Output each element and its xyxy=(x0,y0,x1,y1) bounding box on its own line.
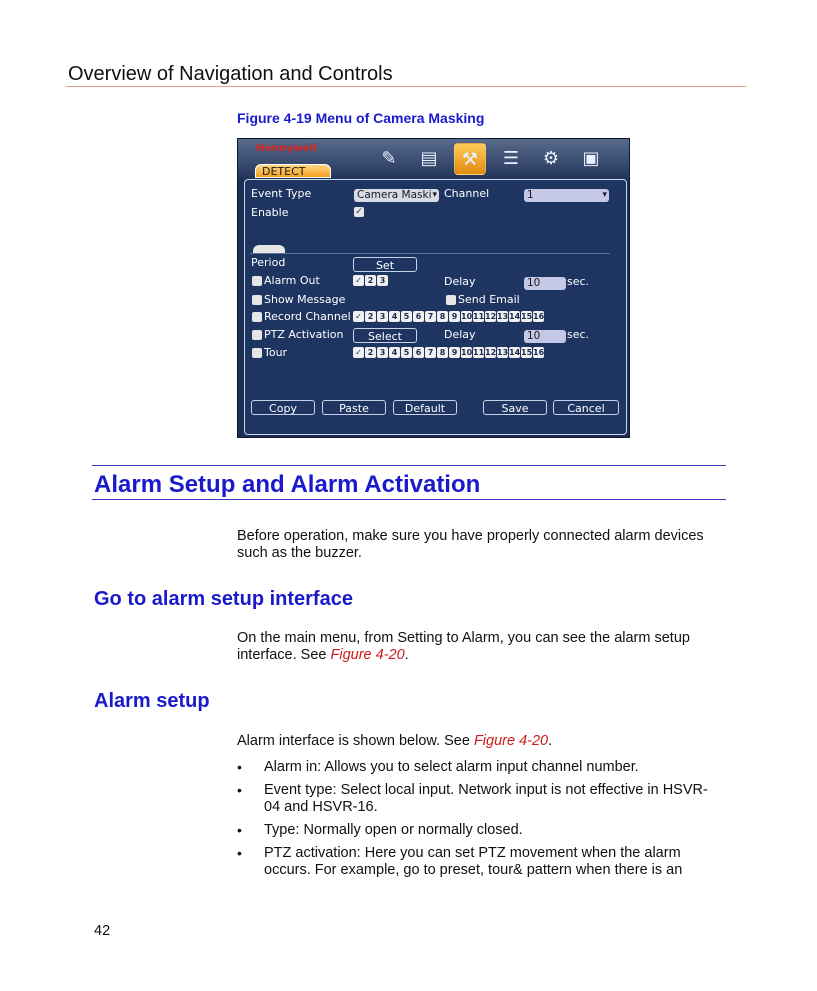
tour-channel[interactable]: 14 xyxy=(509,348,521,357)
channel-value: 1 xyxy=(527,189,534,201)
paste-button[interactable]: Paste xyxy=(322,400,386,415)
section-rule-top xyxy=(92,465,726,466)
setup-intro-text: Alarm interface is shown below. See xyxy=(237,733,474,749)
channel-label: Channel xyxy=(444,187,490,200)
tour-channel[interactable]: 10 xyxy=(461,348,473,357)
record-channel-list xyxy=(353,311,544,322)
enable-checkbox[interactable]: ✓ xyxy=(355,207,363,217)
show-message-checkbox[interactable] xyxy=(252,295,262,305)
intro-paragraph: Before operation, make sure you have properly connected alarm devices such as the buzzer. xyxy=(237,528,704,561)
save-button[interactable]: Save xyxy=(483,400,547,415)
alarm-out-channel[interactable]: 2 xyxy=(365,275,376,286)
period-label: Period xyxy=(251,256,286,269)
tour-checkbox[interactable] xyxy=(252,348,262,358)
copy-button[interactable]: Copy xyxy=(251,400,315,415)
tour-label: Tour xyxy=(264,346,288,359)
bullet-list xyxy=(237,759,727,879)
tour-channel[interactable]: ✓ xyxy=(353,347,364,358)
header-divider xyxy=(66,86,746,87)
record-channel[interactable]: 4 xyxy=(389,311,400,322)
record-channel[interactable]: 16 xyxy=(533,312,545,321)
checklist-icon[interactable]: ☰ xyxy=(502,147,520,169)
list-item xyxy=(237,782,714,816)
list-item-text: PTZ activation: Here you can set PTZ movement when the alarm occurs. For example, go to preset, tour& pattern when there is an xyxy=(264,845,683,878)
ptz-activation-label: PTZ Activation xyxy=(264,328,344,341)
tab-detect[interactable]: DETECT xyxy=(255,164,331,178)
sec-label: sec. xyxy=(567,275,590,288)
goto-paragraph xyxy=(237,630,727,664)
record-channel[interactable]: 12 xyxy=(485,312,497,321)
bullet-icon: • xyxy=(237,845,242,861)
default-button[interactable]: Default xyxy=(393,400,457,415)
dvr-toolbar xyxy=(374,143,606,175)
tour-channel[interactable]: 2 xyxy=(365,347,376,358)
alarm-out-label: Alarm Out xyxy=(264,274,320,287)
tour-channel-list xyxy=(353,347,544,358)
record-channel[interactable]: 14 xyxy=(509,312,521,321)
record-channel[interactable]: 10 xyxy=(461,312,473,321)
tour-channel[interactable]: 3 xyxy=(377,347,388,358)
event-type-label: Event Type xyxy=(251,187,312,200)
section-rule-bottom xyxy=(92,499,726,500)
setup-intro-end: . xyxy=(548,733,553,749)
alarm-out-channels xyxy=(353,275,388,286)
record-channel[interactable]: 13 xyxy=(497,312,509,321)
send-email-label: Send Email xyxy=(458,293,520,306)
tour-channel[interactable]: 15 xyxy=(521,348,533,357)
tools-icon[interactable]: ⚒ xyxy=(454,143,486,175)
ptz-delay-input[interactable]: 10 xyxy=(524,330,566,343)
list-item-text: Alarm in: Allows you to select alarm input channel number. xyxy=(264,759,639,775)
record-channel[interactable]: 15 xyxy=(521,312,533,321)
disk-icon[interactable]: ▣ xyxy=(582,147,600,169)
camera-masking-screenshot xyxy=(237,138,630,438)
subsection-title-setup: Alarm setup xyxy=(94,690,210,712)
subsection-title-goto: Go to alarm setup interface xyxy=(94,588,353,610)
tour-channel[interactable]: 9 xyxy=(449,347,460,358)
tour-channel[interactable]: 6 xyxy=(413,347,424,358)
alarm-out-channel[interactable]: ✓ xyxy=(353,275,364,286)
list-item xyxy=(237,845,714,879)
tour-channel[interactable]: 7 xyxy=(425,347,436,358)
ptz-select-button[interactable]: Select xyxy=(353,328,417,343)
record-channel[interactable]: 5 xyxy=(401,311,412,322)
brand-logo: Honeywell xyxy=(256,143,318,154)
record-channel[interactable]: ✓ xyxy=(353,311,364,322)
goto-text-end: . xyxy=(404,647,409,663)
page-number: 42 xyxy=(94,923,111,939)
record-channel[interactable]: 3 xyxy=(377,311,388,322)
tour-channel[interactable]: 5 xyxy=(401,347,412,358)
bullet-icon: • xyxy=(237,822,242,838)
setup-intro xyxy=(237,733,727,750)
figure-caption: Figure 4-19 Menu of Camera Masking xyxy=(237,110,485,126)
period-tab-marker xyxy=(253,245,285,253)
record-channel-label: Record Channel xyxy=(264,310,351,323)
tour-channel[interactable]: 4 xyxy=(389,347,400,358)
goto-text: On the main menu, from Setting to Alarm, you can see the alarm setup interface. See xyxy=(237,630,690,663)
send-email-checkbox[interactable] xyxy=(446,295,456,305)
wrench-icon[interactable]: ⚙ xyxy=(542,147,560,169)
running-header: Overview of Navigation and Controls xyxy=(68,63,393,85)
list-item xyxy=(237,822,727,839)
channel-dropdown[interactable] xyxy=(524,189,609,202)
list-item-text: Type: Normally open or normally closed. xyxy=(264,822,523,838)
figure-reference-link[interactable]: Figure 4-20 xyxy=(330,647,405,663)
enable-label: Enable xyxy=(251,206,289,219)
list-item xyxy=(237,759,727,776)
ptz-activation-checkbox[interactable] xyxy=(252,330,262,340)
record-channel[interactable]: 2 xyxy=(365,311,376,322)
section-title: Alarm Setup and Alarm Activation xyxy=(94,471,481,498)
dvr-title-bar xyxy=(238,139,630,179)
notes-icon[interactable]: ▤ xyxy=(420,147,438,169)
list-item-text: Event type: Select local input. Network input is not effective in HSVR-04 and HSVR-16. xyxy=(264,782,708,815)
tour-channel[interactable]: 16 xyxy=(533,348,545,357)
delay-label: Delay xyxy=(444,328,476,341)
chevron-down-icon: ▾ xyxy=(602,190,607,200)
event-type-dropdown[interactable] xyxy=(354,189,439,202)
alarm-out-channel[interactable]: 3 xyxy=(377,275,388,286)
cancel-button[interactable]: Cancel xyxy=(553,400,619,415)
period-set-button[interactable]: Set xyxy=(353,257,417,272)
tour-channel[interactable]: 12 xyxy=(485,348,497,357)
bullet-icon: • xyxy=(237,782,242,798)
record-icon[interactable]: ✎ xyxy=(381,147,397,169)
section-divider xyxy=(250,253,610,254)
chevron-down-icon: ▾ xyxy=(432,190,437,200)
event-type-value: Camera Maski xyxy=(357,189,432,201)
show-message-label: Show Message xyxy=(264,293,346,306)
record-channel[interactable]: 9 xyxy=(449,311,460,322)
delay-label: Delay xyxy=(444,275,476,288)
figure-reference-link[interactable]: Figure 4-20 xyxy=(473,733,549,749)
record-channel[interactable]: 7 xyxy=(425,311,436,322)
sec-label: sec. xyxy=(567,328,590,341)
record-channel[interactable]: 11 xyxy=(473,312,485,321)
record-channel-checkbox[interactable] xyxy=(252,312,262,322)
tour-channel[interactable]: 13 xyxy=(497,348,509,357)
tour-channel[interactable]: 8 xyxy=(437,347,448,358)
record-channel[interactable]: 6 xyxy=(413,311,424,322)
detect-settings-panel xyxy=(244,179,627,435)
record-channel[interactable]: 8 xyxy=(437,311,448,322)
tour-channel[interactable]: 11 xyxy=(473,348,485,357)
alarm-delay-input[interactable]: 10 xyxy=(524,277,566,290)
alarm-out-checkbox[interactable] xyxy=(252,276,262,286)
bullet-icon: • xyxy=(237,759,242,775)
